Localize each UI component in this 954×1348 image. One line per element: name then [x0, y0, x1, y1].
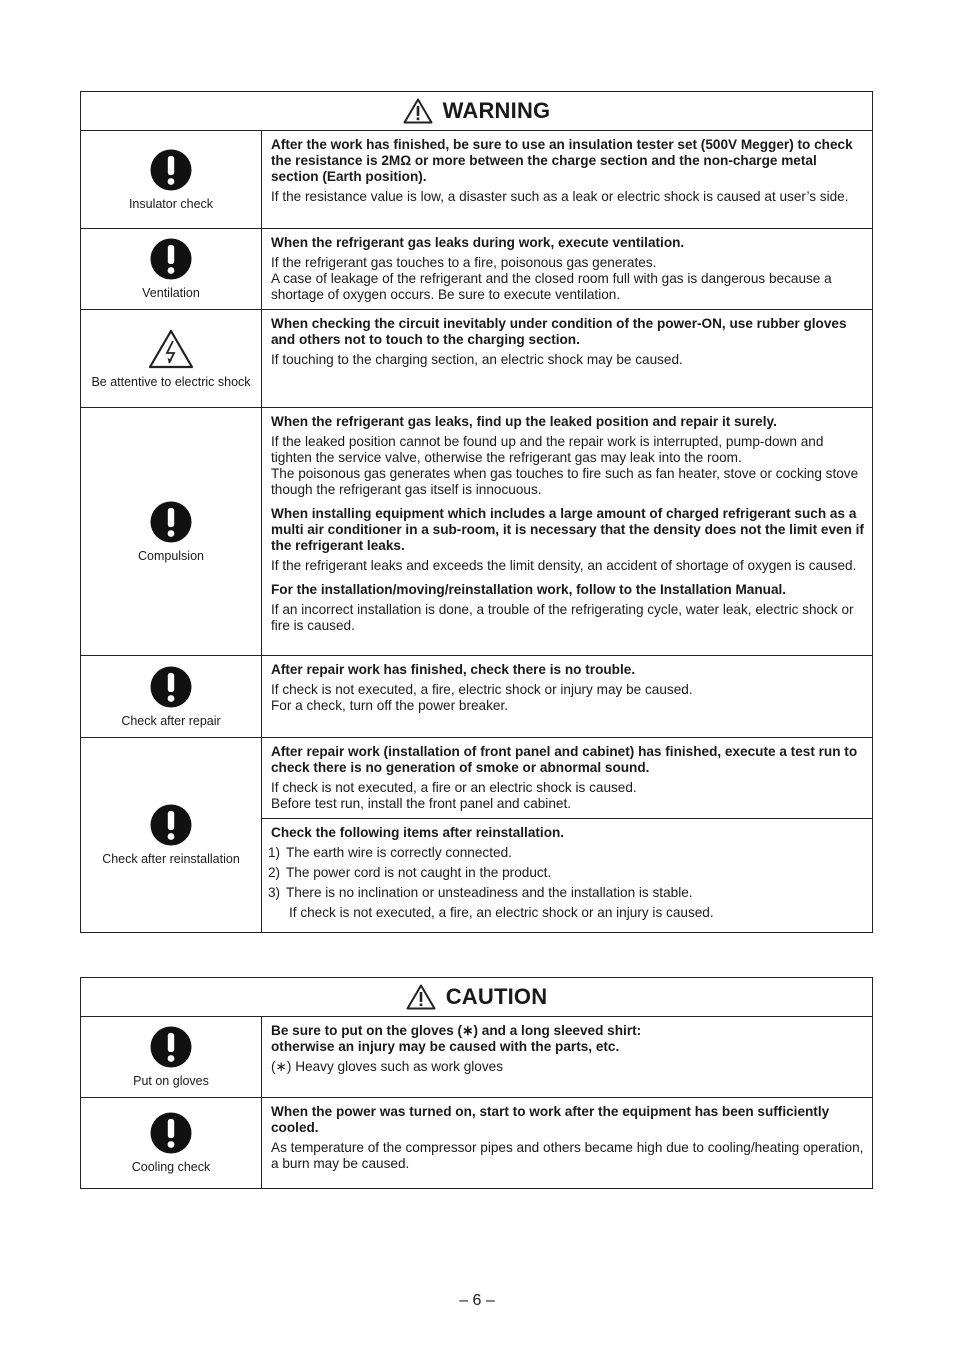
caution-header [81, 978, 872, 1017]
warning-header [81, 92, 872, 131]
instruction-text: If an incorrect installation is done, a trouble of the refrigerating cycle, water leak, electric shock or fire is caused. [271, 602, 854, 633]
warning-title: WARNING [442, 98, 551, 123]
caution-row-put-on-gloves [81, 1017, 872, 1098]
list-text: The earth wire is correctly connected. [286, 845, 512, 860]
exclamation-circle-icon [150, 1026, 192, 1068]
bold-instruction: After repair work has finished, check there is no trouble. [271, 662, 636, 677]
bold-instruction: When the power was turned on, start to work after the equipment has been sufficiently cooled. [271, 1104, 830, 1135]
icon-label: Be attentive to electric shock [91, 374, 251, 389]
warning-row-compulsion [81, 408, 872, 656]
instruction-text: If check is not executed, a fire, electric shock or injury may be caused. [271, 682, 693, 697]
warning-triangle-icon [406, 984, 436, 1010]
bold-instruction: When checking the circuit inevitably under condition of the power-ON, use rubber gloves and others not to touch to the charging section. [271, 316, 847, 347]
instruction-text: A case of leakage of the refrigerant and the closed room full with gas is dangerous because a shortage of oxygen occurs. Be sure to execute ventilation. [271, 271, 832, 302]
instruction-text: If the refrigerant leaks and exceeds the limit density, an accident of shortage of oxygen is caused. [271, 558, 857, 573]
icon-label: Put on gloves [133, 1074, 209, 1088]
text-subcell [262, 818, 872, 927]
bold-instruction: After repair work (installation of front panel and cabinet) has finished, execute a test run to check there is no generation of smoke or abnormal sound. [271, 744, 858, 775]
instruction-text: If the resistance value is low, a disaster such as a leak or electric shock is caused at user’s side. [271, 189, 849, 204]
page-number: – 6 – [459, 1292, 495, 1309]
instruction-text: As temperature of the compressor pipes and others became high due to cooling/heating operation, a burn may be caused. [271, 1140, 864, 1171]
warning-row-check-after-reinstallation [81, 738, 872, 932]
bold-instruction: After the work has finished, be sure to use an insulation tester set (500V Megger) to check the resistance is 2MΩ or more between the charge section and the non-charge metal section (Earth position). [271, 137, 853, 184]
list-item [268, 845, 864, 861]
icon-cell [81, 1098, 262, 1188]
icon-label: Ventilation [142, 286, 200, 300]
text-cell [262, 310, 872, 407]
bold-instruction: otherwise an injury may be caused with the parts, etc. [271, 1039, 620, 1054]
exclamation-circle-icon [150, 238, 192, 280]
instruction-text: For a check, turn off the power breaker. [271, 698, 509, 713]
warning-triangle-icon [403, 98, 433, 124]
warning-row-electric-shock [81, 310, 872, 408]
text-cell [262, 1017, 872, 1097]
warning-row-insulator-check [81, 131, 872, 229]
icon-label: Check after reinstallation [102, 852, 240, 866]
icon-cell [81, 131, 262, 228]
exclamation-circle-icon [150, 666, 192, 708]
warning-row-ventilation [81, 229, 872, 310]
instruction-text: If the refrigerant gas touches to a fire, poisonous gas generates. [271, 255, 657, 270]
icon-cell [81, 1017, 262, 1097]
icon-cell [81, 229, 262, 309]
text-cell [262, 656, 872, 737]
instruction-text: If touching to the charging section, an electric shock may be caused. [271, 352, 683, 367]
list-number: 3) [268, 885, 281, 900]
caution-box [80, 977, 873, 1189]
list-text: The power cord is not caught in the product. [286, 865, 552, 880]
instruction-text: If check is not executed, a fire or an electric shock is caused. [271, 780, 637, 795]
warning-row-check-after-repair [81, 656, 872, 738]
exclamation-circle-icon [150, 804, 192, 846]
bold-instruction: When the refrigerant gas leaks during work, execute ventilation. [271, 235, 685, 250]
text-subcell [262, 738, 872, 818]
instruction-text: The poisonous gas generates when gas touches to fire such as fan heater, stove or cocking stove though the refrigerant gas itself is innocuous. [271, 466, 859, 497]
list-text: There is no inclination or unsteadiness and the installation is stable. [286, 885, 693, 900]
text-cell [262, 738, 872, 932]
text-cell [262, 1098, 872, 1188]
exclamation-circle-icon [150, 1112, 192, 1154]
list-item [268, 865, 864, 881]
bold-instruction: When installing equipment which includes a large amount of charged refrigerant such as a multi air conditioner in a sub-room, it is necessary that the density does not the limit even if the refrigerant leaks. [271, 506, 864, 553]
text-cell [262, 131, 872, 228]
bold-instruction: For the installation/moving/reinstallation work, follow to the Installation Manual. [271, 582, 787, 597]
list-number: 2) [268, 865, 281, 880]
icon-label: Cooling check [131, 1160, 211, 1174]
icon-cell [81, 738, 262, 932]
list-item [268, 885, 864, 901]
instruction-text: If the leaked position cannot be found up and the repair work is interrupted, pump-down and tighten the service valve, otherwise the refrigerant gas may leak into the room. [271, 434, 824, 465]
bold-instruction: Be sure to put on the gloves (∗) and a long sleeved shirt: [271, 1023, 642, 1038]
list-number: 1) [268, 845, 281, 860]
icon-label: Check after repair [121, 713, 221, 728]
electric-shock-triangle-icon [148, 329, 194, 369]
icon-label: Insulator check [128, 196, 214, 211]
text-cell [262, 408, 872, 655]
icon-cell [81, 310, 262, 407]
instruction-text: Before test run, install the front panel and cabinet. [271, 796, 572, 811]
bold-instruction: Check the following items after reinstallation. [271, 825, 565, 840]
exclamation-circle-icon [150, 149, 192, 191]
list-note: If check is not executed, a fire, an electric shock or an injury is caused. [289, 905, 714, 920]
text-cell [262, 229, 872, 309]
bold-instruction: When the refrigerant gas leaks, find up the leaked position and repair it surely. [271, 414, 777, 429]
warning-box [80, 91, 873, 933]
icon-cell [81, 656, 262, 737]
caution-row-cooling-check [81, 1098, 872, 1188]
instruction-text: (∗) Heavy gloves such as work gloves [271, 1059, 503, 1074]
exclamation-circle-icon [150, 501, 192, 543]
icon-cell [81, 408, 262, 655]
caution-title: CAUTION [445, 984, 548, 1009]
icon-label: Compulsion [137, 548, 204, 563]
